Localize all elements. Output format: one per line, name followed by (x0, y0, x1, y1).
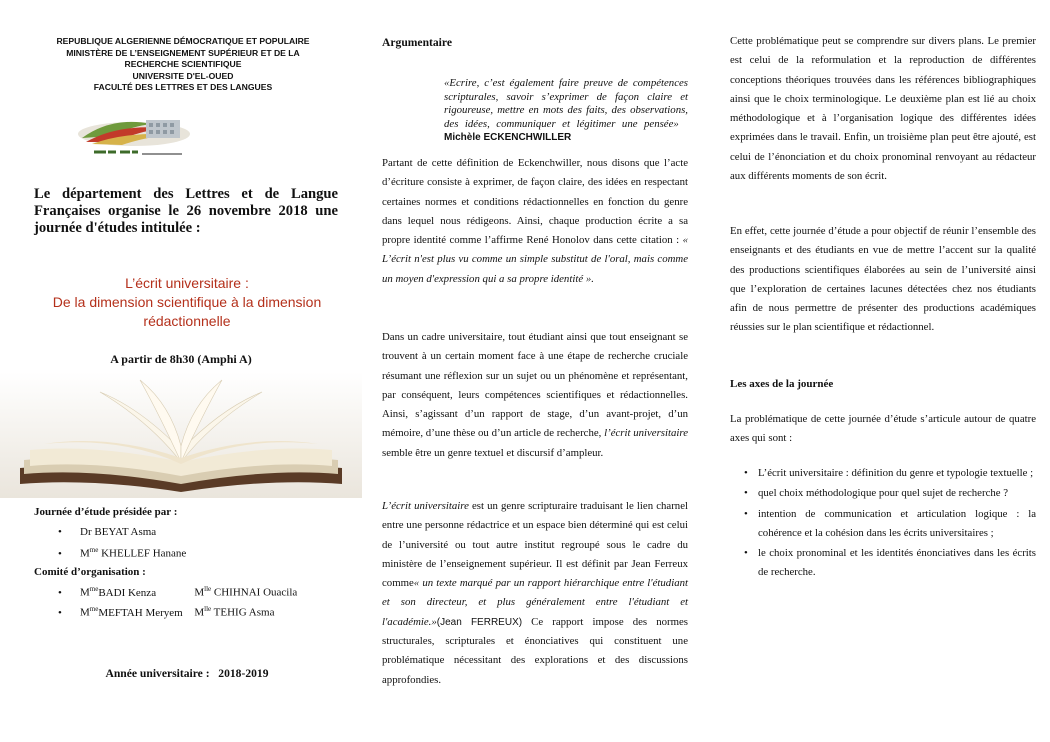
member-prefix: M (80, 606, 90, 619)
event-title-line: L’écrit universitaire : (125, 275, 249, 291)
axis-text: quel choix méthodologique pour quel sujet de recherche ? (758, 487, 1009, 500)
axes-intro-paragraph: La problématique de cette journée d’étude s’articule autour de quatre axes qui sont : (730, 413, 1036, 445)
citation-text: « L’écrit n'est plus vu comme un simple substitut de l'oral, mais comme un moyen d'expression qui a sa propre identité ». (382, 234, 688, 285)
member-title-sup: me (89, 585, 99, 593)
bullet: • (744, 487, 748, 500)
member-title-sup: me (89, 546, 99, 554)
announcement (34, 186, 338, 237)
list-item (730, 505, 1036, 544)
committee-label: Comité d’organisation : (34, 566, 146, 578)
right-column (730, 0, 1036, 742)
member-name: CHIHNAI Ouacila (211, 586, 298, 599)
axis-text: le choix pronominal et les identités énonciatives dans les écrits de recherche. (758, 547, 1036, 579)
argumentaire-paragraph-1 (382, 154, 688, 289)
middle-column (382, 0, 688, 742)
bullet: • (58, 606, 62, 619)
list-item (730, 484, 1036, 503)
citation-text: « un texte marqué par un rapport hiérarchique entre l'étudiant et son directeur, et plus généralement entre l'étudiant et l'académie.» (382, 577, 688, 628)
paragraph-text: semble être un genre textuel et discursif d’ampleur. (382, 446, 604, 459)
argumentaire-heading: Argumentaire (382, 36, 452, 49)
member-prefix: M (194, 586, 205, 599)
axis-text: L’écrit universitaire : définition du genre et typologie textuelle ; (758, 467, 1034, 479)
member-title-sup: me (89, 605, 99, 613)
left-column (0, 0, 362, 742)
event-title (20, 274, 354, 331)
member-title-sup: lle (204, 585, 212, 593)
bullet: • (58, 586, 62, 599)
university-logo-image (72, 112, 202, 162)
member-title-sup: lle (204, 605, 212, 613)
argumentaire-paragraph-3 (382, 497, 688, 690)
emphasis-text: l’écrit universitaire (604, 427, 688, 440)
event-title-line: De la dimension scientifique à la dimension (52, 294, 322, 310)
problematic-paragraph: Cette problématique peut se comprendre sur divers plans. Le premier est celui de la reformulation et la reproduction de différentes conceptions théoriques trouvées dans les références bibliographiques ainsi que le choix terminologique. Le deuxième plan est lié au choix méthodologique et à l’organisation logique des différentes idées exprimées dans le travail. Enfin, un troisième plan peut être ajouté, est celui de l’énonciation et du choix pronominal renvoyant au rédacteur aux différents moments de son écrit. (730, 35, 1036, 183)
bullet: • (744, 547, 748, 560)
axis-text: intention de communication et articulation logique : la cohérence et la cohésion dans les écrits universitaires ; (758, 507, 1036, 539)
paragraph-text: Dans un cadre universitaire, tout étudiant ainsi que tout enseignant se trouvent à un certain moment face à une étape de recherche cruciale résumant une réflexion sur un sujet ou un phénomène et représentant, par conséquent, leurs compétences scientifiques et rédactionnelles. Ainsi, s’agissant d’un rapport de stage, d’un avant-projet, d’un mémoire, d’une thèse ou d’un article de recherche, (382, 331, 688, 440)
epigraph-quote (444, 77, 688, 145)
objective-paragraph: En effet, cette journée d’étude a pour objectif de réunir l’ensemble des enseignants et des étudiants en vue de mettre l’accent sur la qualité des productions scientifiques élaborées au sein de l’université ainsi que l’exploration de certaines lacunes détectées chez nos étudiants afin de nous permettre de présenter des productions académiques réussies sur le plan scientifique et rédactionnel. (730, 225, 1036, 334)
header-line: MINISTÈRE DE L’ENSEIGNEMENT SUPÉRIEUR ET DE LA (66, 47, 300, 58)
bullet: • (744, 467, 748, 479)
presided-label: Journée d’étude présidée par : (34, 506, 178, 518)
axes-heading: Les axes de la journée (730, 378, 834, 390)
event-time: A partir de 8h30 (Amphi A) (110, 352, 252, 366)
bullet: • (58, 526, 62, 538)
paragraph-text: Partant de cette définition de Eckenchwiller, nous disons que l’acte d’écriture consiste à exprimer, de façon claire, des idées en respectant certaines normes et conditions rédactionnelles en fonction du genre dans lequel nous rédigeons. Ainsi, chaque production écrite a sa propre identité comme l’affirme René Honolov dans cette citation : (382, 157, 688, 247)
member-name: Dr BEYAT Asma (80, 526, 157, 538)
event-title-line: rédactionnelle (143, 313, 231, 329)
committee-row (58, 585, 297, 599)
paragraph-text: Ce rapport impose des normes structurales, scripturales et énonciatives qui constituent une problématique nécessitant des explorations et des discussions approfondies. (382, 615, 688, 686)
member-name: BADI Kenza (98, 586, 157, 599)
member-name: KHELLEF Hanane (98, 547, 187, 560)
list-item (730, 464, 1036, 483)
member-prefix: M (194, 606, 205, 619)
quote-author: Michèle ECKENCHWILLER (444, 132, 572, 144)
header-line: UNIVERSITE D'EL-OUED (132, 70, 234, 81)
member-prefix: M (80, 586, 90, 599)
axes-list (730, 464, 1036, 584)
institution-header (22, 36, 344, 94)
header-line: REPUBLIQUE ALGERIENNE DÉMOCRATIQUE ET POPULAIRE (56, 36, 310, 46)
academic-year: Année universitaire : 2018-2019 (105, 667, 269, 680)
bullet: • (744, 507, 748, 520)
argumentaire-paragraph-2 (382, 328, 688, 463)
committee-row (58, 605, 274, 619)
presided-member (58, 546, 186, 560)
announcement-line: Françaises organise le 26 novembre 2018 une (34, 203, 338, 219)
citation-author: (Jean FERREUX) (436, 616, 523, 628)
member-name: MEFTAH Meryem (98, 606, 183, 619)
announcement-line: journée d'études intitulée : (34, 220, 201, 236)
presided-member (58, 526, 156, 538)
list-item (730, 544, 1036, 583)
quote-text: «Ecrire, c’est également faire preuve de compétences scripturales, savoir s’exprimer de façon claire et rigoureuse, mettre en mots des faits, des observations, des idées, communiquer et légitimer une pensée» (444, 77, 688, 130)
member-name: TEHIG Asma (211, 606, 275, 619)
header-line: FACULTÉ DES LETTRES ET DES LANGUES (93, 82, 273, 93)
paragraph-text: est un genre scripturaire traduisant le lien charnel entre une personne rédactrice et un espace bien déterminé qui est celui de l’université ou tout autre institut regroupé sous le cadre du ministère de l’enseignement supérieur. Il est définit par Jean Ferreux comme (382, 500, 688, 590)
header-line: RECHERCHE SCIENTIFIQUE (124, 59, 242, 70)
member-prefix: M (80, 547, 90, 560)
announcement-line: Le département des Lettres et de Langue (34, 186, 338, 202)
emphasis-text: L’écrit universitaire (382, 500, 469, 512)
bullet: • (58, 547, 62, 560)
open-book-image (0, 372, 362, 498)
